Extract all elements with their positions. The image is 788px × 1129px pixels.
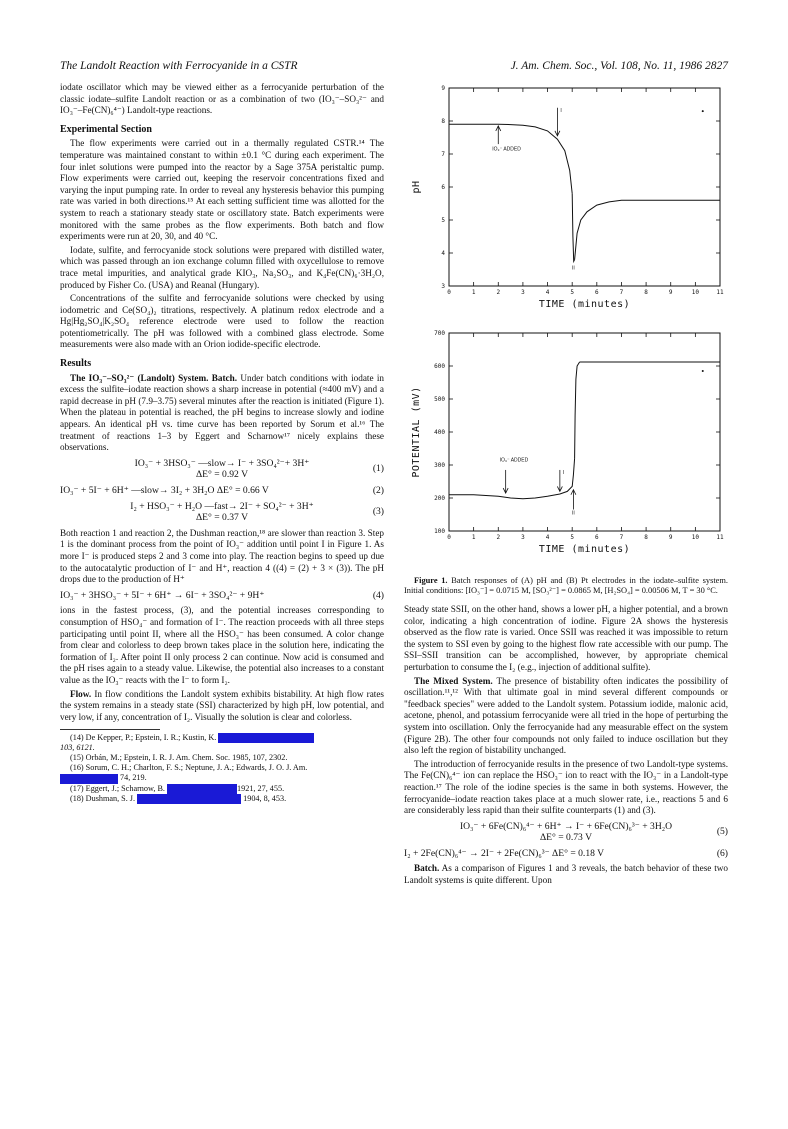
x-tick-label: 7 [619, 534, 624, 541]
y-tick-label: 7 [441, 151, 445, 158]
x-tick-label: 1 [471, 534, 476, 541]
results-paragraph-1-text: Under batch conditions with iodate in excess the sulfite–iodate reaction shows a sharp increase in potential (≈400 mV) and a rapid decrease in pH (7.9–3.75) several minutes after the reaction is initiated (Figure 1). When the plateau in potential is reached, the pH begins to increase slowly and iodine appears. An identical pH vs. time curve has been reported by Sorum et al.¹⁶ The treatment of reactions 1–3 by Eggert and Scharnow¹⁷ nicely explains these observations. [60, 372, 384, 453]
point-II-label: II [572, 265, 575, 272]
plot-frame [449, 333, 720, 531]
equation-1-potential: ΔE° = 0.92 V [195, 469, 249, 481]
footnote-16-cont: 74, 219. [120, 773, 147, 783]
y-tick-label: 100 [434, 528, 445, 535]
footnote-rule [60, 729, 160, 730]
right-paragraph-3: The introduction of ferrocyanide results in the presence of two Landolt-type systems. The Fe(CN)₆⁴⁻ ion can replace the HSO₃⁻ ion to react with the IO₃⁻ in a Landolt-type reaction.¹⁷ The role of the iodine species is the same in both systems. However, the ferrocyanide–iodate reaction takes place at a much slower rate, i.e., reactions 5 and 6 are considerably less rapid than their sulfite counterparts (1) and (3). [404, 758, 728, 816]
y-tick-label: 600 [434, 363, 445, 370]
equation-3 [60, 501, 384, 524]
redaction-bar [60, 774, 118, 784]
point-I-label: I [562, 469, 565, 476]
y-tick-label: 8 [441, 118, 445, 125]
x-tick-label: 11 [716, 289, 724, 296]
equation-4-text: IO₃⁻ + 3HSO₃⁻ + 5I⁻ + 6H⁺ → 6I⁻ + 3SO₄²⁻ + 9H⁺ [60, 589, 265, 601]
flow-paragraph-text: In flow conditions the Landolt system exhibits bistability. At high flow rates the system remains in a steady state (SSI) characterized by high pH, low potential, and very low, if any, concentration of I₂. Visually the solution is clear and colorless. [60, 688, 384, 722]
added-label: IO₃⁻ ADDED [492, 146, 521, 153]
caption-lead: Figure 1. [414, 576, 448, 585]
equation-3-potential: ΔE° = 0.37 V [195, 512, 249, 524]
footnote-14 [60, 733, 384, 753]
experimental-heading: Experimental Section [60, 123, 152, 135]
y-axis-title: pH [411, 180, 422, 194]
mixed-system-lead: The Mixed System. [414, 675, 493, 686]
intro-paragraph: iodate oscillator which may be viewed either as a ferrocyanide perturbation of the classic iodate–sulfite Landolt reaction or as a combination of two (IO₃⁻–SO₃²⁻ and IO₃⁻–Fe(CN)₆⁴⁻) Landolt-type reactions. [60, 82, 384, 116]
mixed-system-paragraph [404, 676, 728, 757]
x-tick-label: 0 [447, 289, 451, 296]
y-tick-label: 5 [441, 217, 445, 224]
x-tick-label: 2 [496, 534, 501, 541]
x-tick-label: 5 [570, 289, 574, 296]
batch-paragraph [404, 863, 728, 886]
x-tick-label: 3 [521, 534, 525, 541]
y-tick-label: 6 [441, 184, 445, 191]
exp-paragraph-2: Iodate, sulfite, and ferrocyanide stock solutions were prepared with distilled water, which was passed through an ion exchange column filled with oxycellulose to remove trace metal impurities, and analytical grade KIO₃, Na₂SO₃, and K₄Fe(CN)₆·3H₂O, produced by Fisher Co. (USA) and Reanal (Hungary). [60, 244, 384, 290]
y-tick-label: 700 [434, 330, 445, 337]
x-tick-label: 7 [619, 289, 624, 296]
exp-paragraph-1: The flow experiments were carried out in a thermally regulated CSTR.¹⁴ The temperature was maintained constant to within ±0.1 °C during each experiment. The four inlet solutions were pumped into the reactor by a Sage 375A peristaltic pump. Flow experiments were carried out, keeping the reservoir concentrations fixed and varying the input pumping rate. In order to reveal any hysteresis behavior this pumping rate was varied in both directions.¹⁵ At each setting sufficient time was allotted for the system to reach a stationary steady state or oscillatory state. Batch experiments were monitored with the same probes as the flow experiments. Both batch and flow experiments were run at 20, 30, and 40 °C. [60, 138, 384, 242]
series-line [449, 458, 575, 498]
x-tick-label: 9 [668, 289, 673, 296]
footnote-16-text: (16) Sorum, C. H.; Charlton, F. S.; Neptune, J. A.; Edwards, J. O. J. Am. [70, 763, 308, 773]
equation-6 [404, 848, 728, 860]
figure-1-caption [404, 576, 728, 596]
results-paragraph-2: Both reaction 1 and reaction 2, the Dushman reaction,¹⁸ are slower than reaction 3. Step 1 is the dominant process from the point of IO₃⁻ addition until point I in Figure 1. As more I⁻ is produced steps 2 and 3 come into play. The reaction begins to speed up due to the autocatalytic production of I⁻ and H⁺, reaction 4 ((4) = (2) + 3 × (3)). The pH drops due to the production of H⁺ [60, 527, 384, 585]
series-line [575, 200, 720, 259]
plot-frame [449, 88, 720, 286]
x-axis-title: TIME (minutes) [538, 299, 631, 310]
redaction-bar [218, 733, 314, 743]
equation-5 [404, 821, 728, 844]
series-line [575, 362, 580, 458]
y-tick-label: 4 [441, 250, 445, 257]
left-column [60, 82, 384, 804]
flow-lead: Flow. [70, 688, 92, 699]
batch-paragraph-text: As a comparison of Figures 1 and 3 reveals, the batch behavior of these two Landolt systems is quite different. Upon [404, 863, 728, 886]
equation-2-text: IO₃⁻ + 5I⁻ + 6H⁺ —slow→ 3I₂ + 3H₂O ΔE° = 0.66 V [60, 485, 269, 496]
footnote-14-cont: 103, 6121. [60, 743, 95, 753]
equation-5-potential: ΔE° = 0.73 V [539, 832, 593, 844]
y-tick-label: 500 [434, 396, 445, 403]
x-tick-label: 9 [668, 534, 673, 541]
marker-dot [702, 370, 704, 372]
x-tick-label: 0 [447, 534, 451, 541]
figure-1b-potential-chart [404, 327, 728, 572]
footnote-17 [60, 784, 384, 794]
right-paragraph-1: Steady state SSII, on the other hand, shows a lower pH, a higher potential, and a brown color, indicating a high concentration of iodine. Figure 2A shows the hysteresis observed as the flow rate is varied. Once SSII was reached it was impossible to return the system to SSI even by going to the highest flow rate accessible with our pump. The SSI–SSII transition can be accomplished, however, by appropriate chemical perturbation to consume the I₂ (e.g., injection of additional sulfite). [404, 604, 728, 672]
header-journal: J. Am. Chem. Soc., Vol. 108, No. 11, 1986 2827 [510, 60, 728, 72]
batch-lead: Batch. [414, 863, 440, 874]
caption-text: Batch responses of (A) pH and (B) Pt electrodes in the iodate–sulfite system. Initial conditions: [IO₃⁻] = 0.0715 M, [SO₃²⁻] = 0.0865 M, [H₂SO₄] = 0.00506 M, T = 30 °C. [404, 576, 729, 595]
equation-2-number: (2) [372, 485, 384, 496]
equation-5-number: (5) [716, 825, 728, 837]
equation-3-text: I₂ + HSO₃⁻ + H₂O —fast→ 2I⁻ + SO₄²⁻ + 3H⁺ [130, 500, 314, 512]
series-line [572, 194, 574, 262]
landolt-batch-lead: The IO₃⁻–SO₃²⁻ (Landolt) System. Batch. [70, 372, 238, 383]
results-paragraph-3: ions in the fastest process, (3), and the potential increases corresponding to consumption of HSO₄⁻ and formation of I⁻. The reaction proceeds with all three steps participating until point II, where all the HSO₃⁻ has been consumed. A color change from clear and colorless to deep brown takes place in the solution here, indicating the formation of I₂. After point II only process 2 can continue. Now acid is consumed and the pH rises again to a steady value. Likewise, the potential also increases to a constant value as the IO₃⁻ reacts with the I⁻ to form I₂. [60, 605, 384, 685]
footnote-15: (15) Orbán, M.; Epstein, I. R. J. Am. Chem. Soc. 1985, 107, 2302. [70, 753, 288, 763]
equation-6-number: (6) [716, 847, 728, 859]
series-line [449, 124, 572, 193]
footnote-18 [60, 794, 384, 804]
x-tick-label: 6 [595, 534, 599, 541]
mixed-system-text: The presence of bistability often indicates the possibility of oscillation.¹¹,¹² With that ultimate goal in mind several different compounds or "feedback species" were added to the Landolt system. Potassium iodide, malonic acid, acetone, phenol, and potassium ferrocyanide were all tried in the hope of perturbing the system into oscillation. Only the ferrocyanide had any measurable effect on the system (Figure 2B). The other four compounds not only failed to induce oscillation but they also left the region of bistability unchanged. [404, 675, 729, 756]
equation-5-text: IO₃⁻ + 6Fe(CN)₆⁴⁻ + 6H⁺ → I⁻ + 6Fe(CN)₆³⁻ + 3H₂O [459, 820, 673, 832]
right-column [404, 82, 728, 889]
footnote-17-text: (17) Eggert, J.; Scharnow, B. [70, 783, 165, 793]
x-axis-title: TIME (minutes) [538, 544, 631, 555]
x-tick-label: 5 [570, 534, 574, 541]
redaction-bar [167, 784, 237, 794]
x-tick-label: 11 [716, 534, 724, 541]
point-II-label: II [572, 510, 575, 517]
equation-6-text: I₂ + 2Fe(CN)₆⁴⁻ → 2I⁻ + 2Fe(CN)₆³⁻ ΔE° = 0.18 V [404, 847, 605, 859]
header-title: The Landolt Reaction with Ferrocyanide in a CSTR [60, 60, 298, 72]
equation-1-number: (1) [372, 462, 384, 474]
y-tick-label: 200 [434, 495, 445, 502]
exp-paragraph-3: Concentrations of the sulfite and ferrocyanide solutions were checked by using iodometric and Ce(SO₄)₂ titrations, respectively. A platinum redox electrode and a Hg|Hg₂SO₄|K₂SO₄ reference electrode were used to follow the reaction potentiometrically. The pH was followed with a combined glass electrode. Some measurements were also made with an Orion iodide-specific electrode. [60, 293, 384, 350]
x-tick-label: 1 [471, 289, 476, 296]
footnote-18-cont: 1904, 8, 453. [243, 793, 287, 803]
equation-4 [60, 590, 384, 602]
redaction-bar [137, 794, 241, 804]
y-tick-label: 400 [434, 429, 445, 436]
x-tick-label: 2 [496, 289, 501, 296]
footnote-18-text: (18) Dushman, S. J. [70, 793, 136, 803]
equation-3-number: (3) [372, 505, 384, 517]
x-tick-label: 4 [545, 289, 550, 296]
results-paragraph-1 [60, 373, 384, 454]
x-tick-label: 6 [595, 289, 599, 296]
x-tick-label: 3 [521, 289, 525, 296]
equation-2 [60, 485, 384, 497]
footnote-17-cont: 1921, 27, 455. [237, 783, 285, 793]
point-I-label: I [560, 107, 562, 114]
footnote-14-text: (14) De Kepper, P.; Epstein, I. R.; Kustin, K. [70, 733, 217, 743]
equation-4-number: (4) [372, 589, 384, 601]
y-tick-label: 300 [434, 462, 445, 469]
equation-1-text: IO₃⁻ + 3HSO₃⁻ —slow→ I⁻ + 3SO₄²⁻+ 3H⁺ [134, 457, 310, 469]
added-label: IO₃⁻ ADDED [499, 457, 529, 464]
y-axis-title: POTENTIAL (mV) [411, 386, 422, 478]
x-tick-label: 8 [644, 534, 648, 541]
results-heading: Results [60, 358, 92, 370]
marker-dot [702, 110, 704, 112]
y-tick-label: 3 [441, 283, 445, 290]
running-header [60, 60, 728, 76]
x-tick-label: 8 [644, 289, 648, 296]
figure-1a-ph-chart [404, 82, 728, 327]
footnote-16 [60, 763, 384, 783]
equation-1 [60, 458, 384, 481]
x-tick-label: 10 [691, 289, 699, 296]
x-tick-label: 10 [691, 534, 699, 541]
x-tick-label: 4 [545, 534, 550, 541]
y-tick-label: 9 [441, 85, 445, 92]
flow-paragraph [60, 689, 384, 724]
